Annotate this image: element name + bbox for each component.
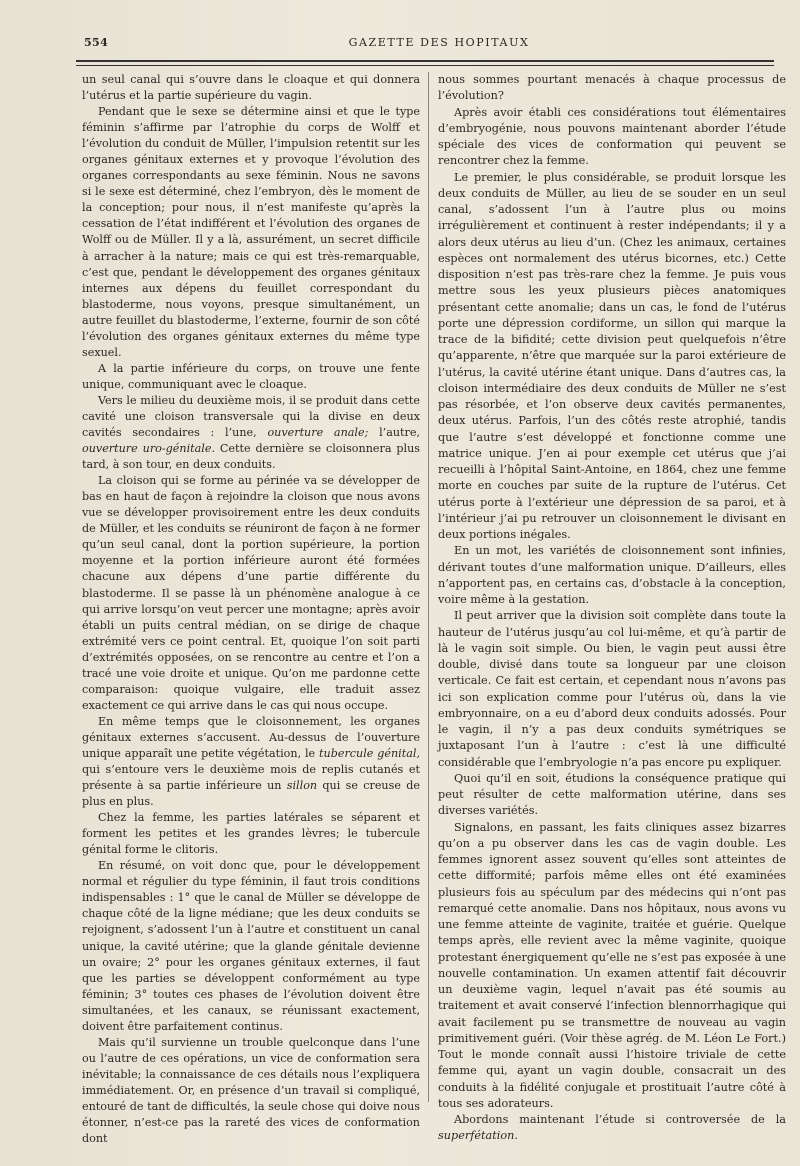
paragraph: Le premier, le plus considérable, se produit lorsque les deux conduits de Müller, au lieu de se souder en un seul canal, s’adossent l’un à l’autre plus ou moins irrégulièrement et continuent à rester indépendants; il y a alors deux utérus au lieu d’un. (Chez les animaux, certaines espèces ont normalement des utérus bicornes, etc.) Cette disposition n’est pas très-rare chez la femme. Je puis vous mettre sous les yeux plusieurs pièces anatomiques présentant cette anomalie; dans un cas, le fond de l’utérus porte une dépression cordiforme, un sillon qui marque la trace de la bifidité; cette division peut quelquefois n’être qu’apparente, n’être que marquée sur la paroi extérieure de l’utérus, la cavité utérine étant unique. Dans d’autres cas, la cloison intermédiaire des deux conduits de Müller ne s’est pas résorbée, et l’on observe deux cavités permanentes, deux utérus. Parfois, l’un des côtés reste atrophié, tandis que l’autre s’est développé et fonctionne comme une matrice unique. J’en ai pour exemple cet utérus que j’ai recueilli à l’hôpital Saint-Antoine, en 1864, chez une femme morte en couches par suite de la rupture de l’utérus. Cet utérus porte à l’extérieur une dépression de sa paroi, et à l’intérieur j’ai pu retrouver un cloisonnement le divisant en deux portions inégales. (438, 170, 786, 541)
paragraph: La cloison qui se forme au périnée va se développer de bas en haut de façon à rejoindre la cloison que nous avons vue se développer provisoirement entre les deux conduits de Müller, et les conduits se réuniront de façon à ne former qu’un seul canal, dont la portion supérieure, la portion moyenne et la portion inférieure auront été formées chacune aux dépens d’une partie différente du blastoderme. Il se passe là un phénomène analogue à ce qui arrive lorsqu’on veut percer une montagne; après avoir établi un puits central médian, on se dirige de chaque extrémité vers ce point central. Et, quoique l’on soit parti d’extrémités opposées, on se rencontre au centre et l’on a tracé une voie droite et unique. Qu’on me pardonne cette comparaison: quoique vulgaire, elle traduit assez exactement ce qui arrive dans le cas qui nous occupe. (82, 474, 420, 712)
italic-term: ouverture anale; (267, 426, 369, 440)
paragraph: Pendant que le sexe se détermine ainsi et que le type féminin s’affirme par l’atrophie du corps de Wolff et l’évolution du conduit de Müller, l’impulsion retentit sur les organes génitaux externes et y provoque l’évolution des organes correspondants au sexe féminin. Nous ne savons si le sexe est déterminé, chez l’embryon, dès le moment de la conception; pour nous, il n’est manifeste qu’après la cessation de l’état indifférent et l’évolution des organes de Wolff ou de Müller. Il y a là, assurément, un secret difficile à arracher à la nature; mais ce qui est très-remarquable, c’est que, pendant le développement des organes génitaux internes aux dépens du feuillet correspondant du blastoderme, nous voyons, presque simultanément, un autre feuillet du blastoderme, l’externe, fournir de son côté l’évolution des organes génitaux externes du même type sexuel. (82, 105, 420, 359)
italic-term: tubercule génital, (319, 746, 420, 760)
paragraph: Signalons, en passant, les faits cliniques assez bizarres qu’on a pu observer dans les cas de vagin double. Les femmes ignorent assez souvent qu’elles sont atteintes de cette difformité; parfois même elles ont été examinées plusieurs fois au spéculum par des médecins qui n’ont pas remarqué cette anomalie. Dans nos hôpitaux, nous avons vu une femme atteinte de vaginite, traitée et guérie. Quelque temps après, elle revient avec la même vaginite, quoique protestant énergiquement qu’elle ne s’est pas exposée à une nouvelle contamination. Un examen attentif fait découvrir un deuxième vagin, lequel n’avait pas été soumis au traitement et avait conservé l’infection blennorrhagique qui avait facilement pu se transmettre de nouveau au vagin primitivement guéri. (Voir thèse agrég. de M. Léon Le Fort.) Tout le monde connaît aussi l’histoire triviale de cette femme qui, ayant un vagin double, consacrait un des conduits à la fidélité conjugale et prostituait l’autre côté à tous ses adorateurs. (438, 820, 786, 1110)
page-header (76, 36, 772, 56)
right-column (438, 72, 786, 1145)
paragraph: A la partie inférieure du corps, on trouve une fente unique, communiquant avec le cloaque. (82, 361, 420, 391)
text-run: Vers le milieu du deuxième mois, il se produit dans cette cavité une cloison transversale qui la divise en deux cavités secondaires : l’une, (82, 393, 420, 440)
paragraph: En un mot, les variétés de cloisonnement sont infinies, dérivant toutes d’une malformation unique. D’ailleurs, elles n’apportent pas, en certains cas, d’obstacle à la conception, voire même à la gestation. (438, 544, 786, 606)
column-divider (428, 72, 429, 1102)
paragraph: Après avoir établi ces considérations tout élémentaires d’embryogénie, nous pouvons maintenant aborder l’étude spéciale des vices de conformation qui peuvent se rencontrer chez la femme. (438, 105, 786, 168)
paragraph (438, 1112, 786, 1145)
paragraph-continuation: un seul canal qui s’ouvre dans le cloaque et qui donnera l’utérus et la partie supérieure du vagin. (82, 73, 420, 103)
paragraph: Mais qu’il survienne un trouble quelconque dans l’une ou l’autre de ces opérations, un vice de conformation sera inévitable; la connaissance de ces détails nous l’expliquera immédiatement. Or, en présence d’un travail si compliqué, entouré de tant de difficultés, la seule chose qui doive nous étonner, n’est-ce pas la rareté des vices de conformation dont (82, 1035, 420, 1146)
paragraph-continuation: nous sommes pourtant menacés à chaque processus de l’évolution? (438, 73, 786, 103)
text-run: Abordons maintenant l’étude si controversée de la (454, 1113, 786, 1126)
header-double-rule (76, 60, 774, 66)
text-run: Cette dernière se cloisonnera plus tard, à son tour, en deux conduits. (82, 442, 420, 472)
paragraph: Il peut arriver que la division soit complète dans toute la hauteur de l’utérus jusqu’au col lui-même, et qu’à partir de là le vagin soit simple. Ou bien, le vagin peut aussi être double, divisé dans toute sa longueur par une cloison verticale. Ce fait est certain, et cependant nous n’avons pas ici son explication comme pour l’utérus où, dans la vie embryonnaire, on a eu d’abord deux conduits adossés. Pour le vagin, il n’y a pas deux conduits symétriques se juxtaposant l’un à l’autre : c’est là une difficulté considérable que l’embryologie n’a pas encore pu expliquer. (438, 609, 786, 769)
italic-term: sillon (286, 779, 318, 793)
text-run: l’autre, (368, 426, 420, 440)
paragraph: En résumé, on voit donc que, pour le développement normal et régulier du type féminin, il faut trois conditions indispensables : 1° que le canal de Müller se développe de chaque côté de la ligne médiane; que les deux conduits se rejoignent, s’adossent l’un à l’autre et constituent un canal unique, la cavité utérine; que la glande génitale devienne un ovaire; 2° pour les organes génitaux externes, il faut que les parties se développent conformément au type féminin; 3° toutes ces phases de l’évolution doivent être simultanées, et les canaux, se réunissant exactement, doivent être parfaitement continus. (82, 859, 420, 1033)
text-run: qui s’entoure vers le deuxième mois de replis cutanés et présente à sa partie inférieure un (82, 763, 420, 793)
paragraph (82, 714, 420, 810)
italic-term: ouverture uro-génitale. (82, 442, 215, 456)
italic-term: superfétation. (438, 1129, 518, 1143)
text-run: En même temps que le cloisonnement, les organes génitaux externes s’accusent. Au-dessus de l’ouverture unique apparaît une petite végétation, le (82, 714, 420, 760)
paragraph: Chez la femme, les parties latérales se séparent et forment les petites et les grandes lèvres; le tubercule génital forme le clitoris. (82, 811, 420, 857)
paragraph (82, 393, 420, 473)
left-column (82, 72, 420, 1147)
text-run: qui se creuse de plus en plus. (82, 779, 420, 809)
running-title: GAZETTE DES HOPITAUX (348, 36, 530, 49)
paragraph: Quoi qu’il en soit, étudions la conséquence pratique qui peut résulter de cette malformation utérine, dans ses diverses variétés. (438, 771, 786, 818)
page-number: 554 (84, 36, 109, 49)
